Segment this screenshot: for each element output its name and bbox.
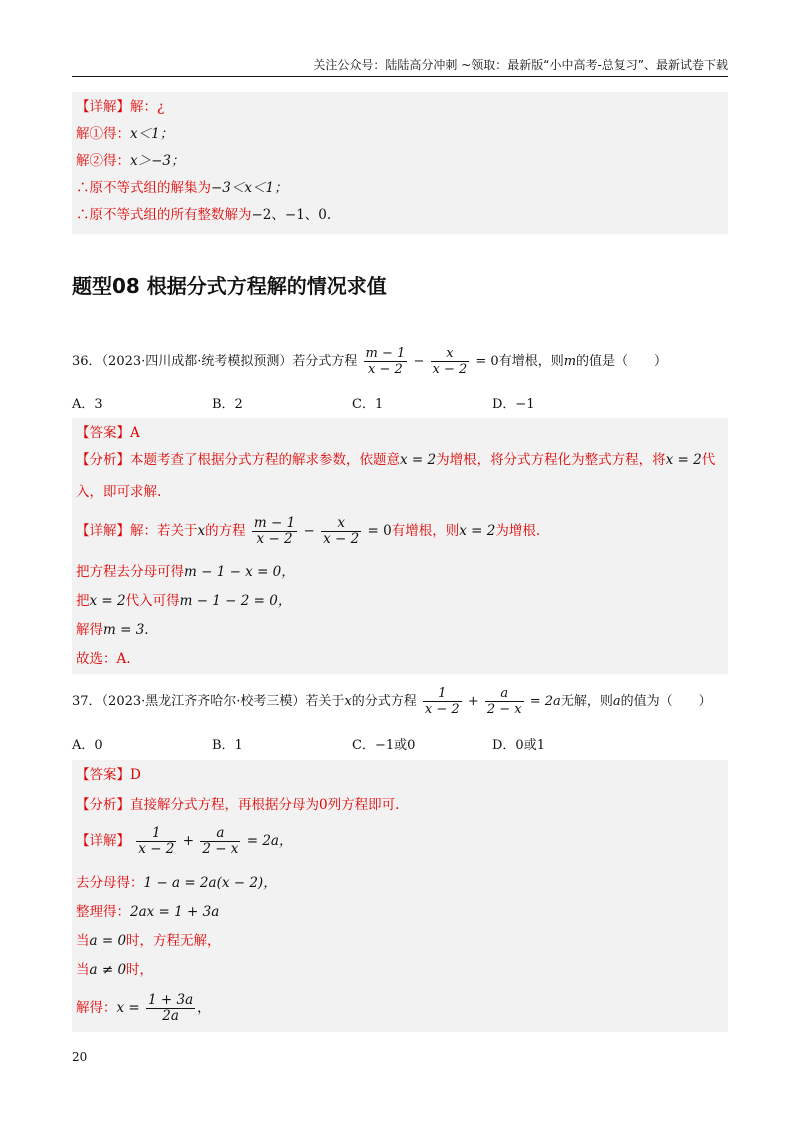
fraction: $\frac{a}{2 - x}$ <box>486 686 522 717</box>
detail-line-4: 当a = 0时，方程无解， <box>76 933 221 949</box>
option-c: C．−1或0 <box>352 738 416 753</box>
detail-line-5: ∴原不等式组的所有整数解为−2、−1、0. <box>76 207 332 223</box>
page-number: 20 <box>72 1050 88 1064</box>
option-d: D．−1 <box>492 397 535 412</box>
detail-line-1: 【详解】解：¿ <box>76 99 165 115</box>
solution-box-35 <box>72 92 728 234</box>
analysis-line-2: 入，即可求解. <box>76 484 162 500</box>
option-c: C．1 <box>352 397 384 412</box>
detail-line-3: 整理得：2ax = 1 + 3a <box>76 904 220 920</box>
detail-line-1: 【详解】解：若关于x的方程 $\frac{m - 1}{x - 2}$ − $\frac{x}{x - 2}$ = 0有增根，则x = 2为增根. <box>76 515 541 547</box>
analysis-line-1: 【分析】本题考查了根据分式方程的解求参数，依题意x = 2为增根，将分式方程化为整式方程，将x = 2代 <box>76 452 716 468</box>
detail-line-2: 把方程去分母可得m − 1 − x = 0， <box>76 564 295 580</box>
fraction: $\frac{a}{2 - x}$ <box>202 825 239 857</box>
answer-line: 【答案】A <box>76 425 140 441</box>
option-a: A．3 <box>72 397 103 412</box>
header-rule <box>72 76 728 77</box>
question-36-stem: 36．（2023·四川成都·统考模拟预测）若分式方程 $\frac{m - 1}{x - 2}$ − $\frac{x}{x - 2}$ = 0有增根，则m的值是（ ） <box>72 346 668 377</box>
solution-box-36 <box>72 418 728 674</box>
detail-line-1: 【详解】 $\frac{1}{x - 2}$ + $\frac{a}{2 - x}$ = 2a， <box>76 825 293 857</box>
solution-box-37 <box>72 760 728 1032</box>
question-37-stem: 37．（2023·黑龙江齐齐哈尔·校考三模）若关于x的分式方程 $\frac{1}{x - 2}$ + $\frac{a}{2 - x}$ = 2a无解，则a的值为（ ） <box>72 686 712 717</box>
detail-line-3: 把x = 2代入可得m − 1 − 2 = 0， <box>76 593 292 609</box>
answer-line: 【答案】D <box>76 767 141 783</box>
detail-line-6: 解得：x = $\frac{1 + 3a}{2a}$ ， <box>76 992 211 1024</box>
page-header: 关注公众号：陆陆高分冲刺 ~领取：最新版“小中高考-总复习”、最新试卷下载 <box>313 58 728 72</box>
detail-line-4: 解得m = 3. <box>76 622 149 638</box>
detail-line-5: 当a ≠ 0时， <box>76 962 154 978</box>
option-a: A．0 <box>72 738 103 753</box>
detail-line-5: 故选：A. <box>76 651 131 667</box>
fraction: $\frac{1 + 3a}{2a}$ <box>148 992 194 1024</box>
detail-line-3: 解②得：x＞−3； <box>76 153 185 169</box>
option-b: B．1 <box>212 738 243 753</box>
option-d: D．0或1 <box>492 738 545 753</box>
detail-line-2: 解①得：x＜1； <box>76 126 174 142</box>
fraction: $\frac{x}{x - 2}$ <box>323 515 360 547</box>
section-title: 题型08 根据分式方程解的情况求值 <box>72 274 387 298</box>
fraction: $\frac{m - 1}{x - 2}$ <box>253 515 296 547</box>
fraction: $\frac{x}{x - 2}$ <box>432 346 468 377</box>
fraction: $\frac{1}{x - 2}$ <box>138 825 175 857</box>
detail-line-2: 去分母得：1 − a = 2a(x − 2)， <box>76 875 277 891</box>
fraction: $\frac{1}{x - 2}$ <box>424 686 460 717</box>
option-b: B．2 <box>212 397 243 412</box>
fraction: $\frac{m - 1}{x - 2}$ <box>365 346 406 377</box>
detail-line-4: ∴原不等式组的解集为−3＜x＜1； <box>76 180 288 196</box>
analysis-line: 【分析】直接解分式方程，再根据分母为0列方程即可. <box>76 797 400 813</box>
